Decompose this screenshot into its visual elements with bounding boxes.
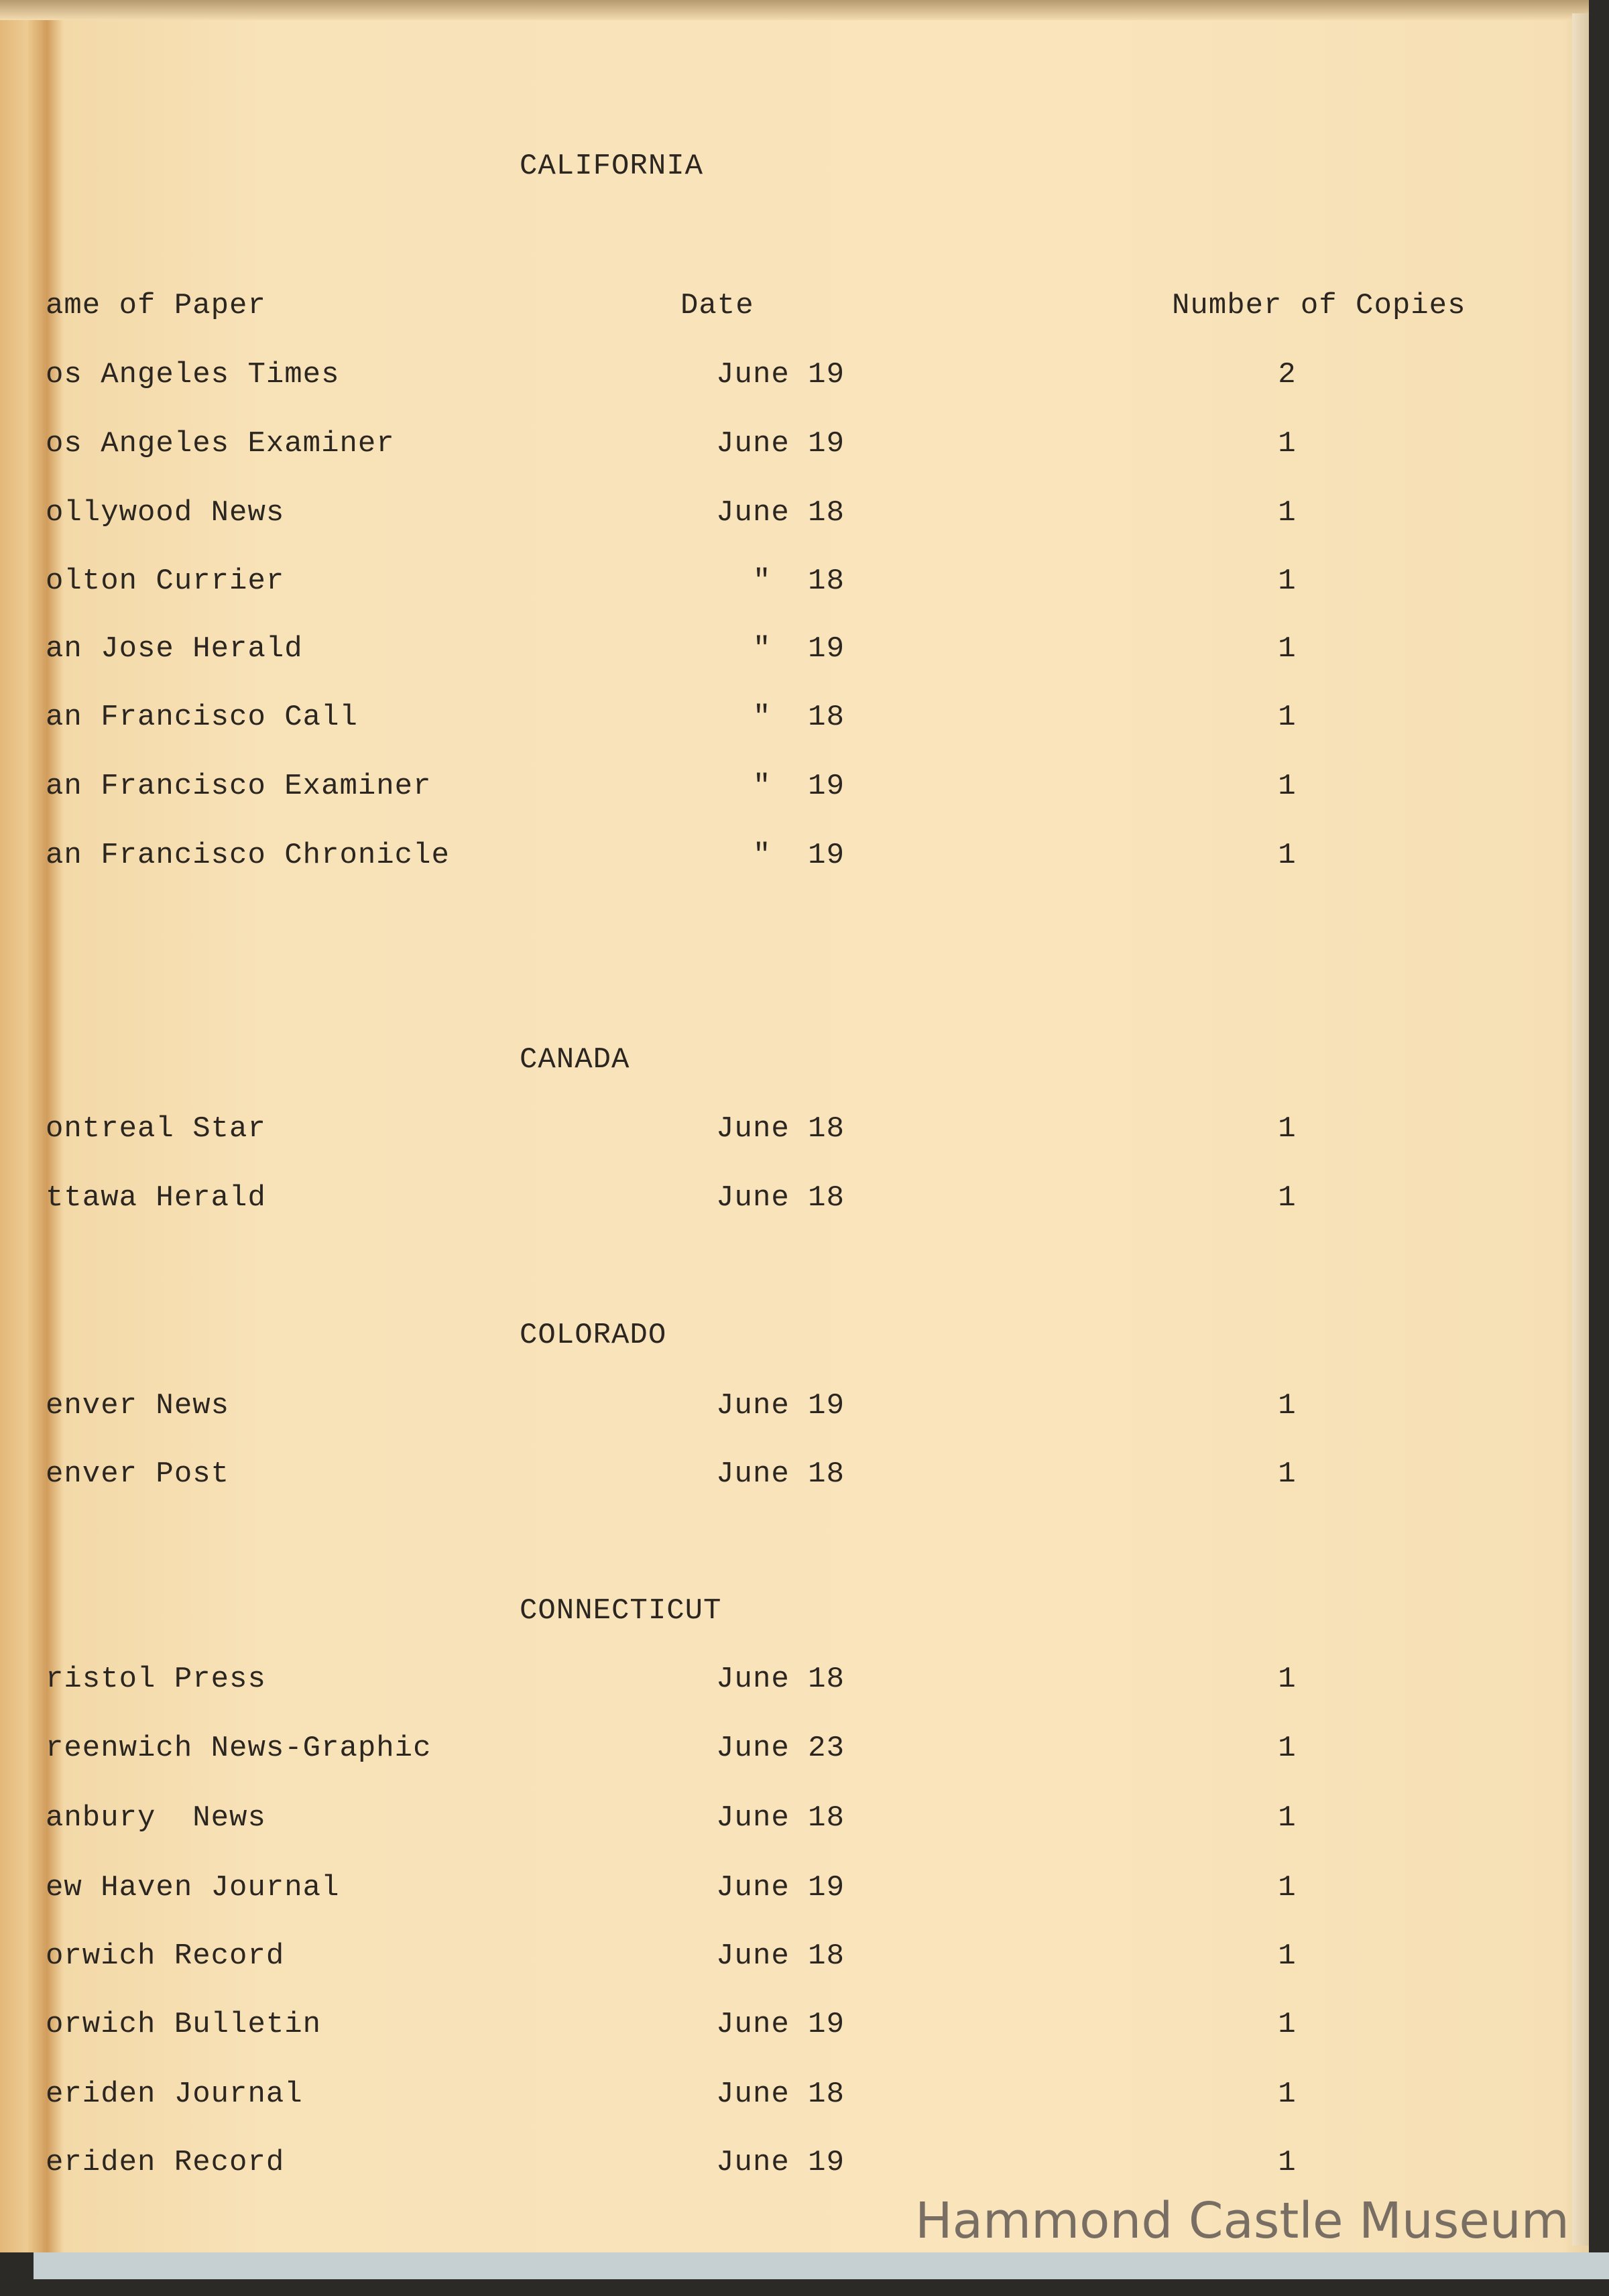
row-date: June 19 <box>716 1871 845 1905</box>
row-copies: 1 <box>1278 1801 1297 1835</box>
row-copies: 1 <box>1278 1112 1297 1146</box>
row-copies: 1 <box>1278 1389 1297 1423</box>
row-name: ontreal Star <box>46 1112 266 1146</box>
row-copies: 1 <box>1278 2008 1297 2041</box>
row-name: olton Currier <box>46 564 285 598</box>
row-copies: 1 <box>1278 1939 1297 1973</box>
row-date: June 18 <box>716 2077 845 2111</box>
row-copies: 1 <box>1278 1181 1297 1215</box>
row-copies: 2 <box>1278 358 1297 391</box>
row-copies: 1 <box>1278 701 1297 734</box>
row-copies: 1 <box>1278 2146 1297 2179</box>
row-copies: 1 <box>1278 427 1297 461</box>
row-date: June 18 <box>716 1801 845 1835</box>
row-name: an Francisco Call <box>46 701 358 734</box>
row-date: June 19 <box>716 427 845 461</box>
row-name: enver News <box>46 1389 230 1423</box>
row-date: June 19 <box>716 2146 845 2179</box>
row-name: ristol Press <box>46 1663 266 1696</box>
row-copies: 1 <box>1278 2077 1297 2111</box>
row-date: " 19 <box>752 770 845 803</box>
row-name: anbury News <box>46 1801 266 1835</box>
row-name: eriden Record <box>46 2146 285 2179</box>
row-copies: 1 <box>1278 1871 1297 1905</box>
row-name: orwich Record <box>46 1939 285 1973</box>
row-date: " 19 <box>752 839 845 872</box>
row-date: June 19 <box>716 2008 845 2041</box>
row-date: June 18 <box>716 1181 845 1215</box>
header-name: ame of Paper <box>46 289 266 322</box>
row-copies: 1 <box>1278 1663 1297 1696</box>
row-name: an Francisco Chronicle <box>46 839 450 872</box>
row-name: ew Haven Journal <box>46 1871 340 1905</box>
row-copies: 1 <box>1278 564 1297 598</box>
row-date: June 19 <box>716 1389 845 1423</box>
section-title-canada: CANADA <box>520 1043 630 1077</box>
row-copies: 1 <box>1278 839 1297 872</box>
row-date: " 18 <box>752 564 845 598</box>
section-title-connecticut: CONNECTICUT <box>520 1594 722 1628</box>
row-name: an Jose Herald <box>46 632 303 666</box>
row-date: June 23 <box>716 1732 845 1765</box>
row-name: ollywood News <box>46 496 285 530</box>
row-name: orwich Bulletin <box>46 2008 322 2041</box>
row-name: eriden Journal <box>46 2077 303 2111</box>
row-copies: 1 <box>1278 496 1297 530</box>
row-copies: 1 <box>1278 1457 1297 1491</box>
row-date: June 19 <box>716 358 845 391</box>
row-copies: 1 <box>1278 632 1297 666</box>
row-copies: 1 <box>1278 1732 1297 1765</box>
row-date: June 18 <box>716 496 845 530</box>
row-date: June 18 <box>716 1457 845 1491</box>
section-title-colorado: COLORADO <box>520 1319 667 1352</box>
row-name: ttawa Herald <box>46 1181 266 1215</box>
row-date: June 18 <box>716 1112 845 1146</box>
row-name: reenwich News-Graphic <box>46 1732 432 1765</box>
row-copies: 1 <box>1278 770 1297 803</box>
row-date: June 18 <box>716 1663 845 1696</box>
row-name: os Angeles Examiner <box>46 427 395 461</box>
watermark: Hammond Castle Museum <box>915 2192 1569 2250</box>
header-date: Date <box>680 289 754 322</box>
row-date: June 18 <box>716 1939 845 1973</box>
section-title-california: CALIFORNIA <box>520 149 704 183</box>
page-top-edge <box>0 0 1589 20</box>
row-name: os Angeles Times <box>46 358 340 391</box>
page-right-edge <box>1572 13 1589 2246</box>
row-name: enver Post <box>46 1457 230 1491</box>
row-name: an Francisco Examiner <box>46 770 432 803</box>
row-date: " 19 <box>752 632 845 666</box>
row-date: " 18 <box>752 701 845 734</box>
header-copies: Number of Copies <box>1172 289 1466 322</box>
bottom-edge <box>34 2252 1609 2279</box>
